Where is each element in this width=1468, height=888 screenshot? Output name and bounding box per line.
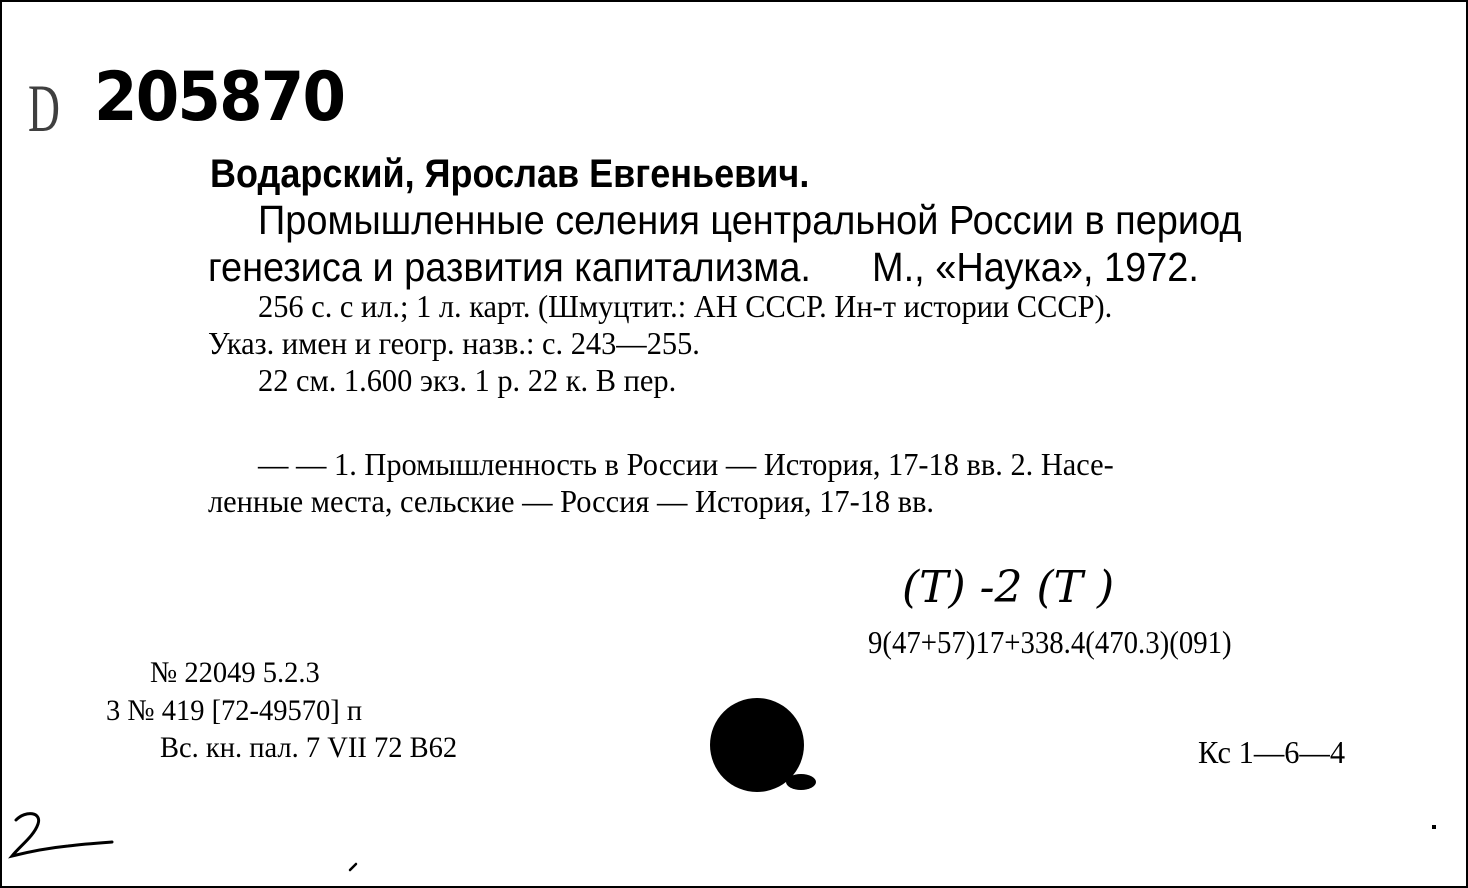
author-heading: Водарский, Ярослав Евгеньевич. xyxy=(210,152,810,196)
punch-hole-tail xyxy=(786,774,816,790)
bibliographic-line-2: Указ. имен и геогр. назв.: с. 243—255. xyxy=(208,325,700,361)
stamp-letter: D xyxy=(28,70,60,146)
title-line-2 xyxy=(208,244,1199,290)
publisher-info: М., «Наука», 1972. xyxy=(872,244,1199,290)
edge-tick xyxy=(1432,825,1436,829)
title-continuation: генезиса и развития капитализма. xyxy=(208,244,811,290)
handwritten-accession-number: 205870 xyxy=(94,58,345,137)
bibliographic-line-3: 22 см. 1.600 экз. 1 р. 22 к. В пер. xyxy=(258,362,677,398)
order-number: № 22049 5.2.3 xyxy=(150,656,320,689)
classification-index: 9(47+57)17+338.4(470.3)(091) xyxy=(868,624,1232,660)
title-line-1: Промышленные селения центральной России в период xyxy=(258,197,1242,243)
book-chamber-line: Вс. кн. пал. 7 VII 72 В62 xyxy=(160,731,458,764)
registry-number: 3 № 419 [72-49570] п xyxy=(106,694,363,727)
ink-dot xyxy=(348,862,358,872)
bibliographic-line-1: 256 с. с ил.; 1 л. карт. (Шмуцтит.: АН СССР. Ин-т истории СССР). xyxy=(258,288,1113,324)
subjects-line-2: ленные места, сельские — Россия — История, 17-18 вв. xyxy=(208,483,935,519)
card-code: Кс 1—6—4 xyxy=(1198,734,1346,770)
handwritten-marks: (Т) -2 (Т ) xyxy=(902,562,1115,613)
handwritten-corner-mark xyxy=(8,802,118,872)
subjects-line-1: — — 1. Промышленность в России — История, 17-18 вв. 2. Насе- xyxy=(258,446,1114,482)
